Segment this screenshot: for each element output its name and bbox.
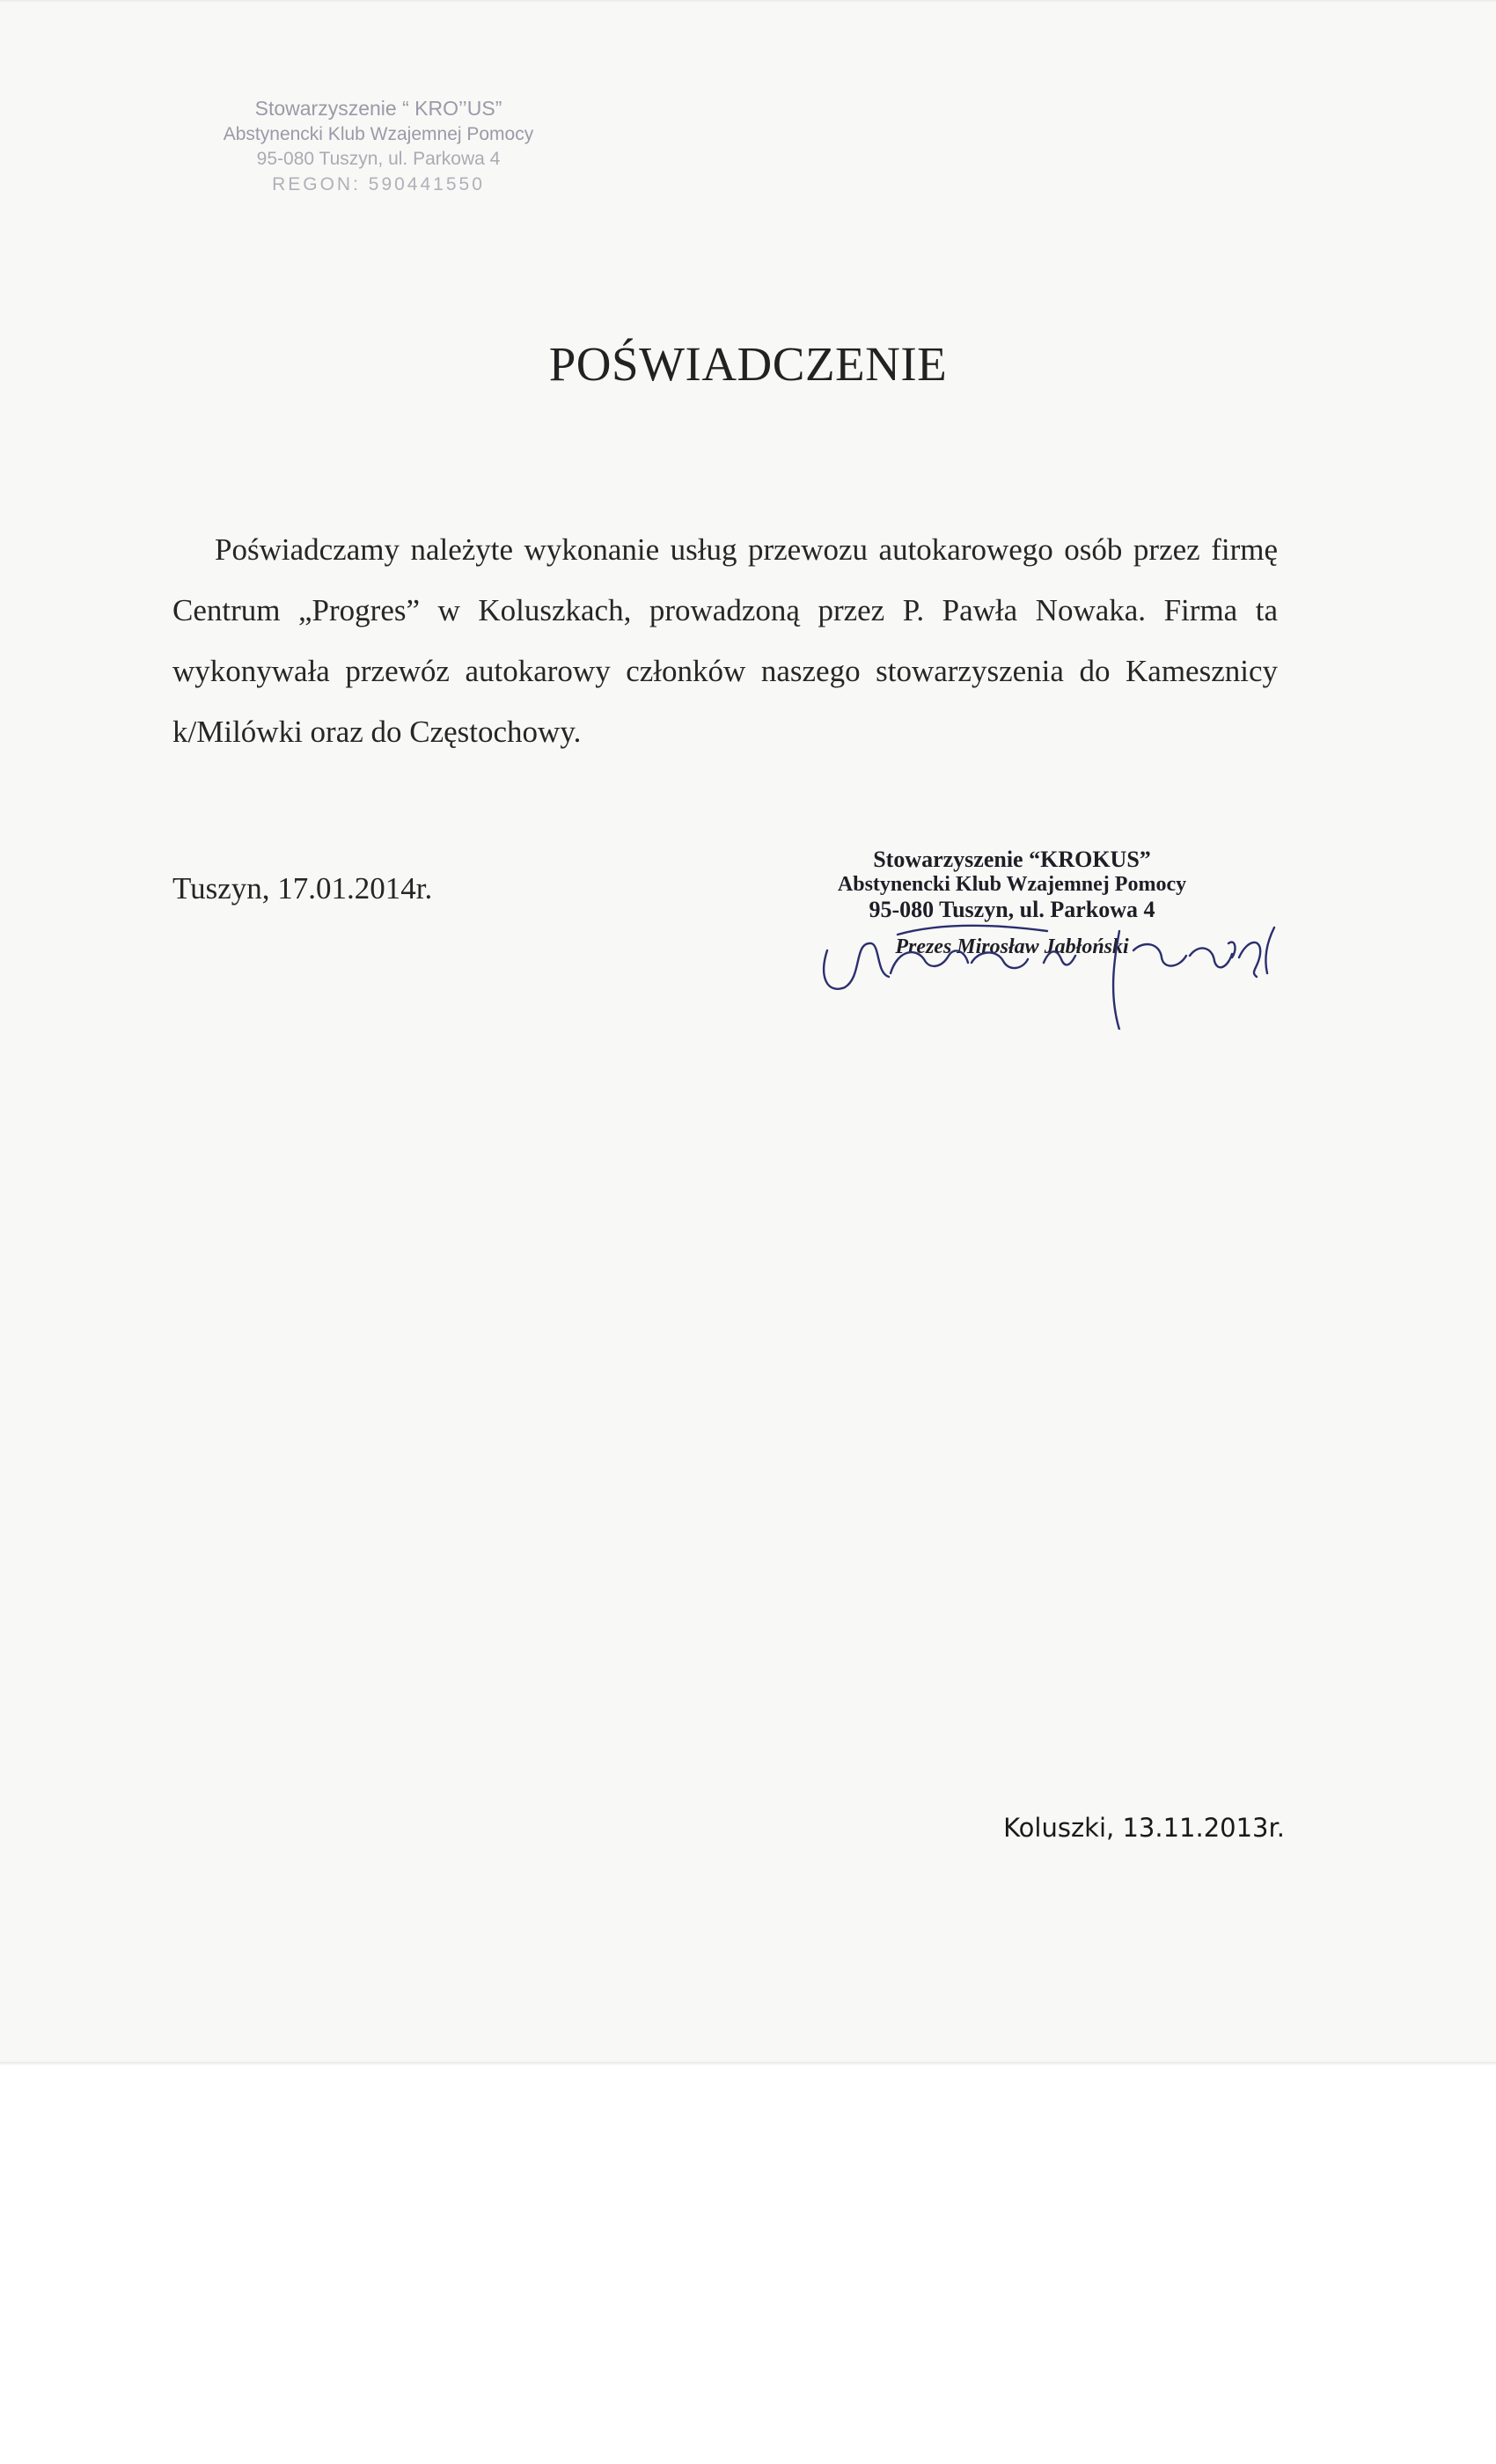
signature-stamp-club: Abstynencki Klub Wzajemnej Pomocy bbox=[837, 872, 1187, 896]
handwritten-signature bbox=[792, 889, 1285, 1030]
scan-bottom-edge bbox=[0, 2062, 1496, 2064]
header-stamp-club: Abstynencki Klub Wzajemnej Pomocy bbox=[223, 124, 534, 145]
header-stamp bbox=[211, 95, 546, 197]
place-and-date: Tuszyn, 17.01.2014r. bbox=[172, 871, 433, 906]
document-title: POŚWIADCZENIE bbox=[548, 337, 948, 391]
signature-stamp-role: Prezes Mirosław Jabłoński bbox=[895, 935, 1129, 959]
header-stamp-address: 95-080 Tuszyn, ul. Parkowa 4 bbox=[256, 149, 501, 170]
header-stamp-regon: REGON: 590441550 bbox=[272, 173, 485, 194]
signature-stamp-name: Stowarzyszenie “KROKUS” bbox=[873, 847, 1151, 872]
signature-stamp-address: 95-080 Tuszyn, ul. Parkowa 4 bbox=[869, 897, 1155, 923]
document-body: Poświadczamy należyte wykonanie usług przewozu autokarowego osób przez firmę Centrum „Progres” w Koluszkach, prowadzoną przez P. Pawła Nowaka. Firma ta wykonywała przewóz autokarowy członków naszego stowarzyszenia do Kamesznicy k/Milówki oraz do Częstochowy. bbox=[172, 532, 1278, 749]
footer-date: Koluszki, 13.11.2013r. bbox=[1003, 1813, 1285, 1843]
header-stamp-name: Stowarzyszenie “ KRO’’US” bbox=[254, 97, 502, 120]
